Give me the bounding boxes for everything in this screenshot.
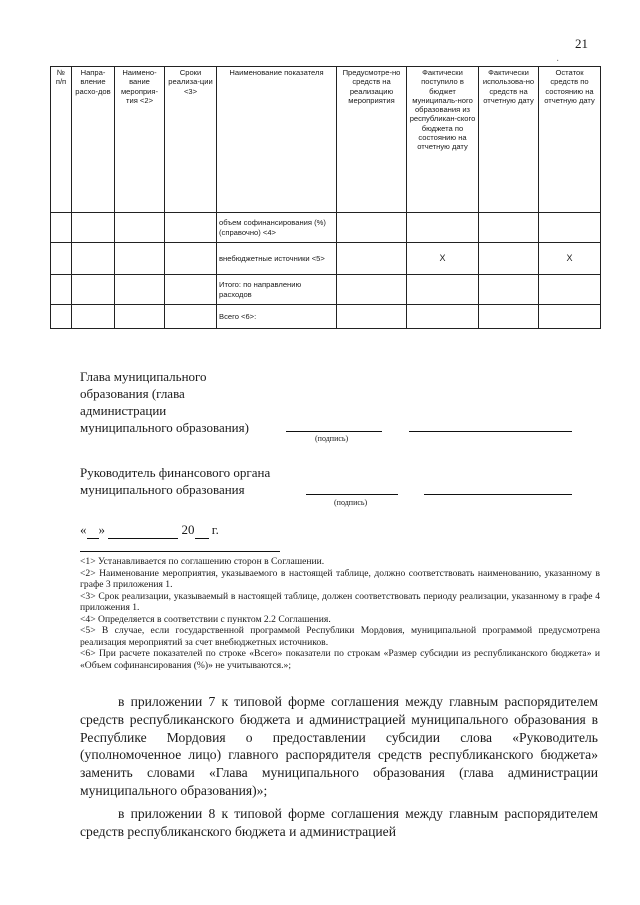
- footnote-divider: [80, 551, 280, 552]
- report-table: [50, 66, 601, 329]
- column-header: Напра-вление расхо-дов: [72, 67, 115, 213]
- column-header: Остаток средств по состоянию на отчетную дату: [539, 67, 601, 213]
- table-row: [51, 213, 601, 243]
- page-number: 21: [575, 36, 588, 51]
- column-header: № п/п: [51, 67, 72, 213]
- cell-value: [407, 305, 479, 329]
- finance-signature-label: Руководитель финансового органа муниципального образования: [80, 465, 271, 497]
- footnote: <3> Срок реализации, указываемый в настоящей таблице, должен соответствовать периоду реализации, указанному в графе 4 приложения 1.: [80, 590, 600, 613]
- column-header: Фактически использова-но средств на отчетную дату: [479, 67, 539, 213]
- table-row: [51, 275, 601, 305]
- date-line: « » 20 г.: [80, 522, 219, 537]
- footnotes: [80, 556, 600, 671]
- signature-line: [286, 431, 382, 432]
- table-header-row: [51, 67, 601, 213]
- table-row: [51, 305, 601, 329]
- footnote: <5> В случае, если государственной программой Республики Мордовия, муниципальной программой предусмотрена реализация мероприятий за счет внебюджетных источников.: [80, 625, 600, 648]
- footnote: <6> При расчете показателей по строке «Всего» показатели по строкам «Размер субсидии из республиканского бюджета» и «Объем софинансирования (%)» не учитываются.»;: [80, 648, 600, 671]
- cell-value: [407, 213, 479, 243]
- column-header: Предусмотре-но средств на реализацию мероприятия: [337, 67, 407, 213]
- table-row: [51, 243, 601, 275]
- column-header: Фактически поступило в бюджет муниципаль-ного образования из республикан-ского бюджета по состоянию на отчетную дату: [407, 67, 479, 213]
- cell-value: X: [539, 243, 601, 275]
- column-header: Сроки реализа-ции <3>: [165, 67, 217, 213]
- row-label: Всего <6>:: [217, 305, 337, 329]
- signature-caption: (подпись): [334, 498, 368, 507]
- cell-value: X: [407, 243, 479, 275]
- cell-value: [539, 213, 601, 243]
- footnote: <1> Устанавливается по соглашению сторон в Соглашении.: [80, 556, 325, 567]
- paragraph: в приложении 7 к типовой форме соглашения между главным распорядителем средств республиканского бюджета и администрацией муниципального образования в Республике Мордовия о предоставлении субсидии слова «Руководитель (уполномоченное лицо) главного распорядителя средств республиканского бюджета» заменить словами «Глава муниципального образования (глава администрации муниципального образования)»;: [80, 694, 598, 798]
- scan-mark: ·: [556, 56, 560, 67]
- body-text: [80, 693, 598, 840]
- row-label: объем софинансирования (%) (справочно) <4>: [217, 213, 337, 243]
- head-signature-label: Глава муниципального образования (глава администрации муниципального образования): [80, 369, 249, 435]
- paragraph: в приложении 8 к типовой форме соглашения между главным распорядителем средств республиканского бюджета и администрацией: [80, 805, 598, 839]
- row-label: внебюджетные источники <5>: [217, 243, 337, 275]
- column-header: Наименование показателя: [217, 67, 337, 213]
- cell-value: [407, 275, 479, 305]
- name-line: [424, 494, 572, 495]
- cell-value: [539, 275, 601, 305]
- signature-line: [306, 494, 398, 495]
- footnote: <4> Определяется в соответствии с пунктом 2.2 Соглашения.: [80, 613, 331, 625]
- cell-value: [539, 305, 601, 329]
- footnote: <2> Наименование мероприятия, указываемого в настоящей таблице, должно соответствовать наименованию, указанному в графе 3 приложения 1.: [80, 567, 600, 590]
- column-header: Наимено-вание мероприя-тия <2>: [115, 67, 165, 213]
- signature-caption: (подпись): [315, 434, 349, 443]
- row-label: Итого: по направлению расходов: [217, 275, 337, 305]
- name-line: [409, 431, 572, 432]
